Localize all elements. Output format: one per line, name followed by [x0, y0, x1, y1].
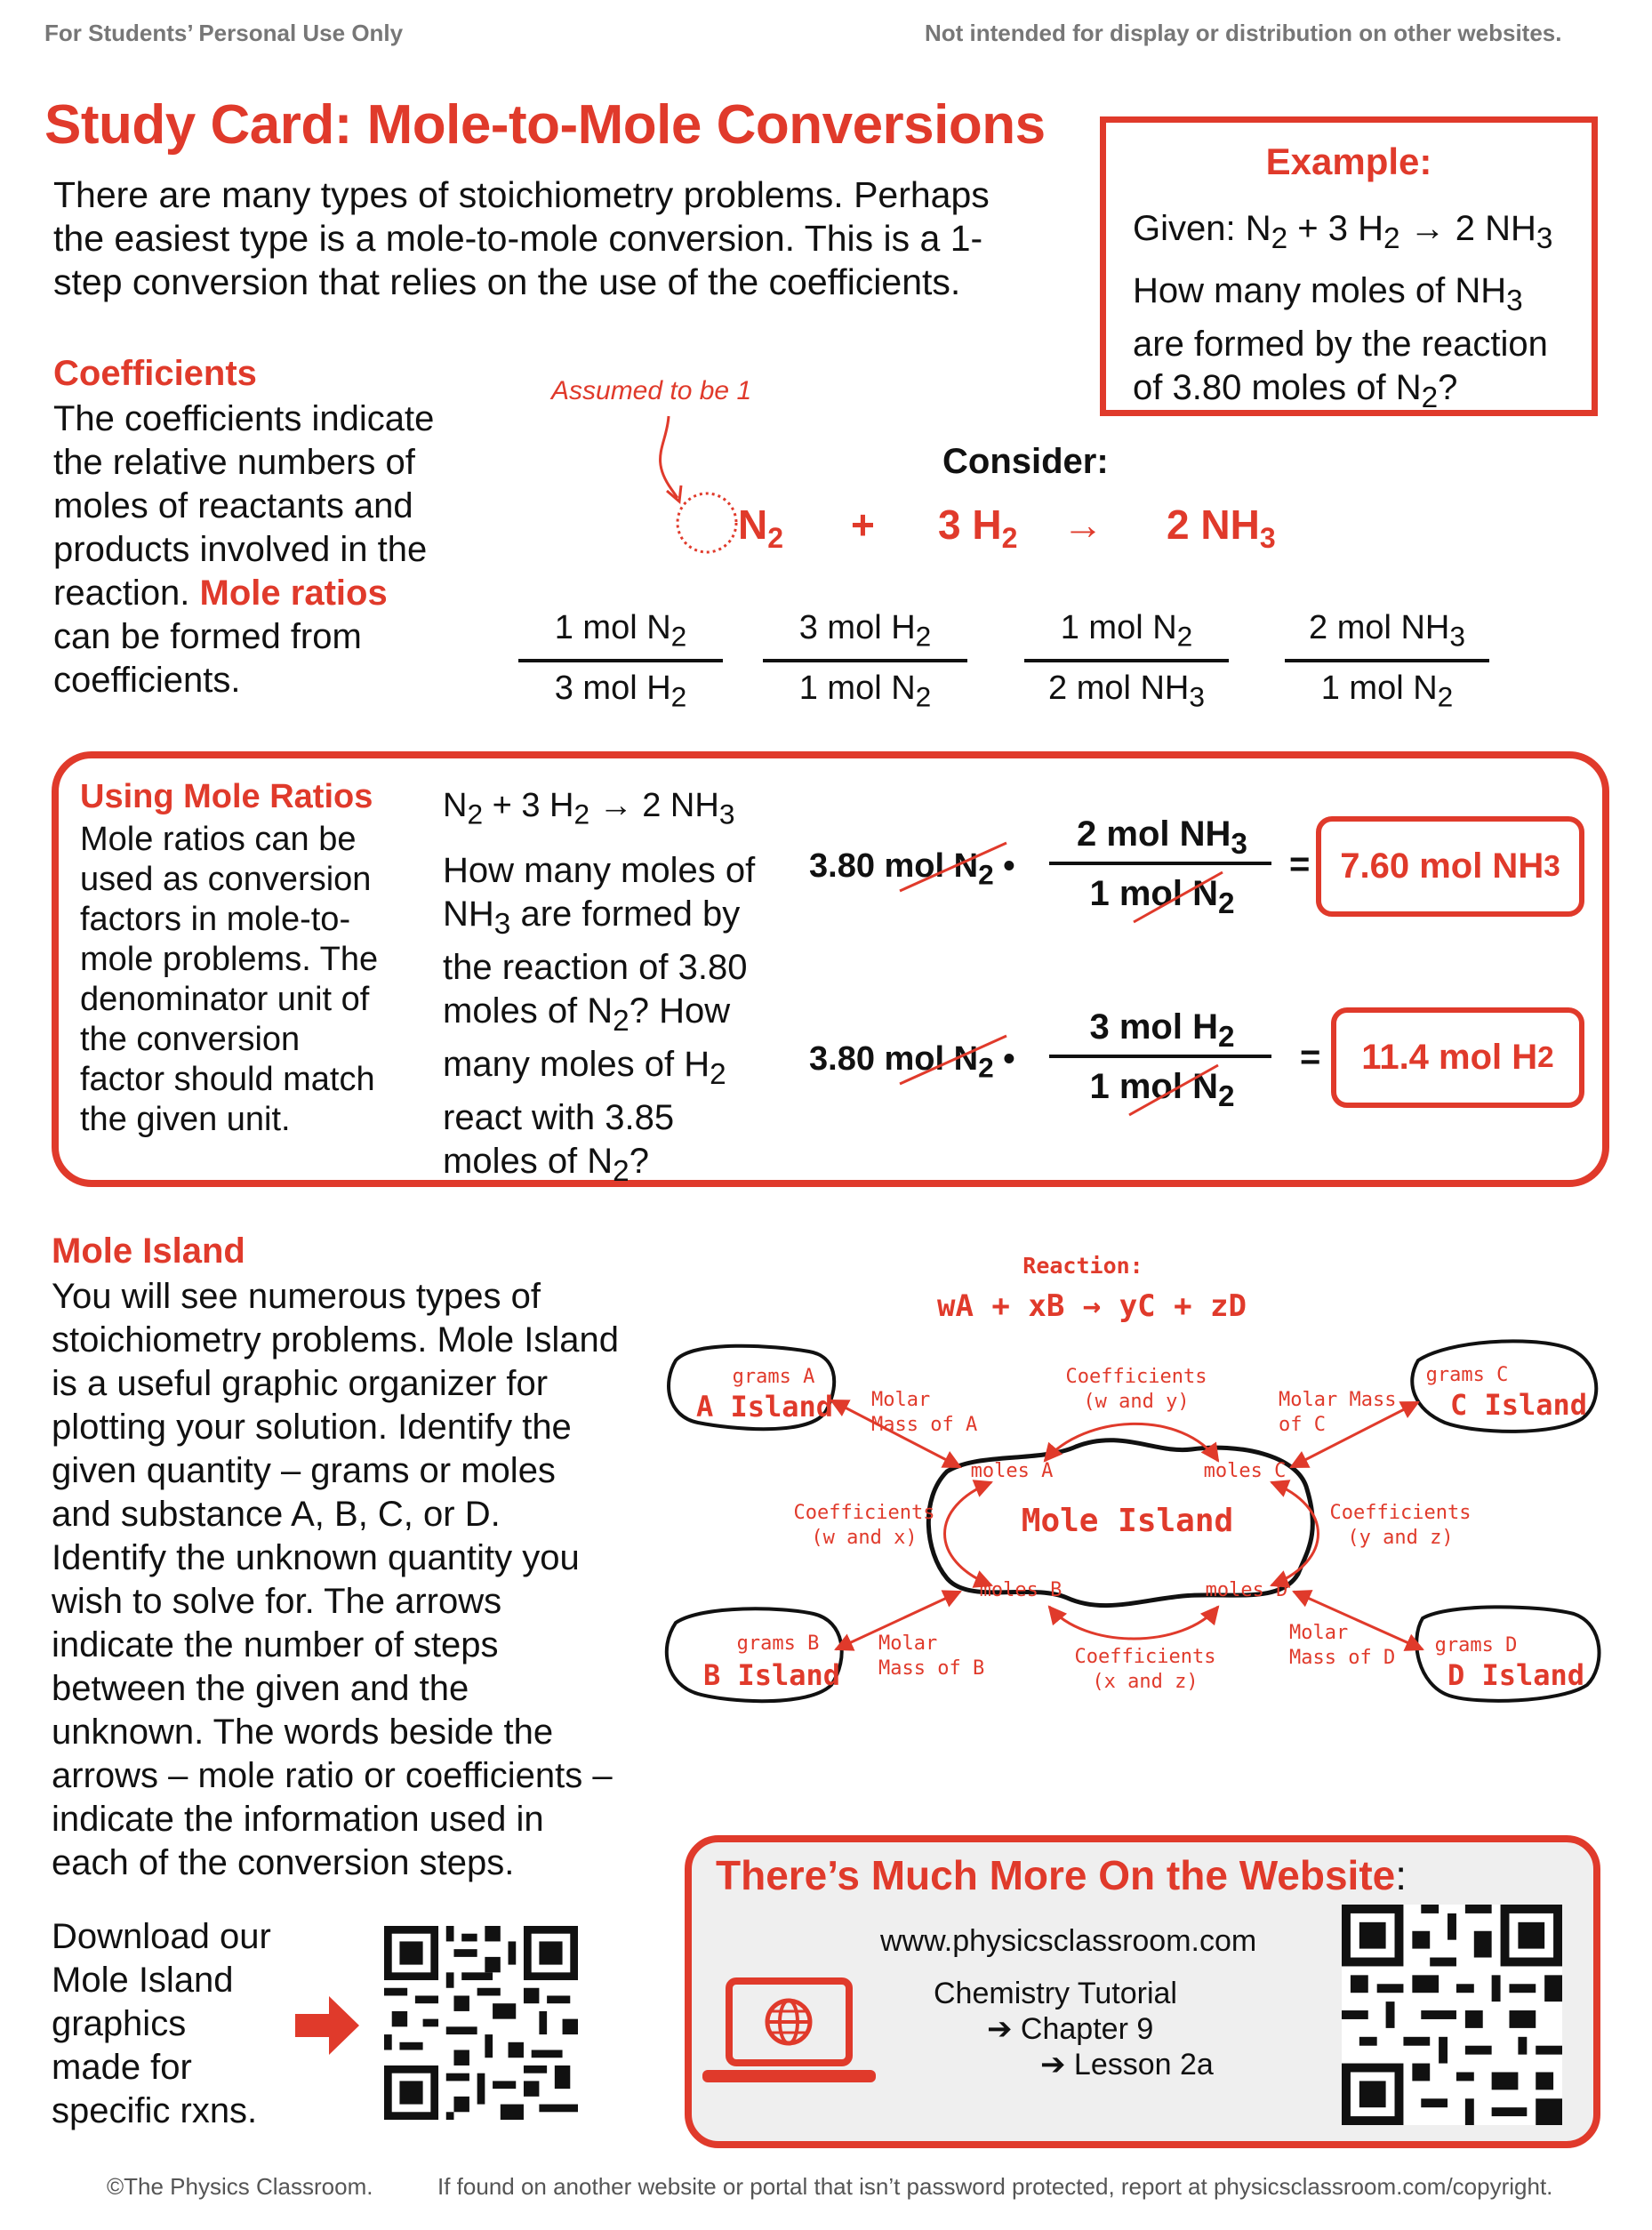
path-line: ➔ Chapter 9: [987, 2012, 1154, 2046]
q-line: many moles of H: [443, 1045, 710, 1084]
intro-line: the easiest type is a mole-to-mole conversion. This is a 1-: [53, 218, 983, 259]
molar-c-2: of C: [1279, 1414, 1326, 1436]
mi-line: and substance A, B, C, or D.: [52, 1495, 501, 1534]
mi-line: indicate the information used in: [52, 1800, 544, 1839]
assumed-arrow-icon: [622, 409, 738, 569]
mi-line: each of the conversion steps.: [52, 1843, 515, 1882]
sub: 2: [767, 522, 784, 555]
strike-icon: [1125, 1060, 1223, 1122]
assumed-note: Assumed to be 1: [551, 376, 752, 405]
ratio-den: 3 mol H: [554, 669, 671, 707]
using-ratios-heading: Using Mole Ratios: [80, 778, 373, 815]
mi-line: is a useful graphic organizer for: [52, 1364, 549, 1403]
sub: 2: [1176, 620, 1193, 653]
colon: :: [1395, 1852, 1407, 1898]
mi-line: You will see numerous types of: [52, 1277, 541, 1316]
eq-text: N: [443, 787, 468, 824]
sub: 2: [613, 1155, 630, 1188]
path-line: ➔ Lesson 2a: [1040, 2048, 1214, 2082]
given-text: Given: N: [1133, 209, 1271, 248]
sub: 3: [1544, 849, 1560, 883]
ur-equation: [443, 787, 734, 831]
coef-top-2: (w and y): [1083, 1391, 1190, 1413]
answer: 7.60 mol NH: [1340, 846, 1544, 886]
sub: 2: [1421, 381, 1439, 414]
given-text: → 2 NH: [1399, 209, 1536, 248]
coef-right-1: Coefficients: [1329, 1502, 1472, 1524]
eq-text: → 2 NH: [589, 787, 719, 824]
strike-icon: [889, 1029, 1014, 1091]
coef-line: can be formed from: [53, 617, 362, 656]
molar-d-1: Molar: [1289, 1622, 1349, 1644]
q-line: NH: [443, 894, 494, 934]
grams-a: grams A: [732, 1366, 815, 1388]
ratio-den: 2 mol NH: [1048, 669, 1190, 707]
molar-c-1: Molar Mass: [1279, 1389, 1397, 1411]
answer: 11.4 mol H: [1361, 1038, 1538, 1077]
sub: 3: [493, 908, 511, 941]
dl-line: Download our: [52, 1917, 271, 1956]
mi-line: stoichiometry problems. Mole Island: [52, 1320, 620, 1360]
moles-c: moles C: [1203, 1460, 1287, 1482]
ratio-num: 1 mol N: [554, 609, 671, 646]
sub: 2: [670, 620, 687, 653]
eq-arrow: →: [1063, 501, 1103, 548]
sub: 3: [1506, 285, 1523, 317]
ur-line: Mole ratios can be: [80, 821, 357, 858]
q-line: moles of N: [443, 1142, 613, 1181]
d-island-label: D Island: [1447, 1658, 1585, 1692]
ratio-num: 1 mol N: [1060, 609, 1177, 646]
eq-h2: [938, 501, 1017, 555]
intro-text: [53, 173, 990, 304]
coef-left-2: (w and x): [811, 1527, 918, 1549]
ratio-fraction: [763, 609, 967, 713]
mi-line: given quantity – grams or moles: [52, 1451, 556, 1490]
right-arrow-icon: [295, 1996, 359, 2055]
ratio-fraction: [1285, 609, 1489, 713]
using-ratios-text: [80, 820, 378, 1140]
fraction-bar: [1049, 1055, 1271, 1058]
coef-bottom-2: (x and z): [1092, 1671, 1199, 1693]
ratio-num: 3 mol H: [798, 609, 916, 646]
coefficients-text: [53, 397, 434, 702]
reaction-equation: wA + xB → yC + zD: [937, 1288, 1247, 1324]
sub: 3: [1189, 680, 1205, 713]
sub: 2: [1383, 222, 1400, 255]
ratio-den: 1 mol N: [798, 669, 916, 707]
mi-line: between the given and the: [52, 1669, 469, 1708]
q-text: are formed by the reaction: [1133, 325, 1548, 364]
eq-nh3: [1167, 501, 1276, 555]
sub: 2: [670, 680, 687, 713]
q-line: are formed by: [510, 894, 741, 934]
ur-line: denominator unit of: [80, 981, 370, 1018]
den: 1 mol N: [1089, 1067, 1218, 1106]
strike-icon: [889, 836, 1014, 898]
website-path: [934, 1976, 1214, 2082]
eq-text: 2 NH: [1167, 501, 1260, 548]
website-heading: [716, 1851, 1407, 1899]
coef-line: coefficients.: [53, 661, 241, 700]
dl-line: specific rxns.: [52, 2091, 258, 2130]
dot: •: [1003, 847, 1015, 885]
mole-island-text: [52, 1275, 619, 1885]
grams-d: grams D: [1434, 1634, 1518, 1656]
eq-text: N: [738, 501, 768, 548]
laptop-globe-icon: [702, 1976, 880, 2091]
mi-line: indicate the number of steps: [52, 1625, 499, 1664]
sub: 3: [718, 798, 735, 830]
calc2-num: [1060, 1007, 1264, 1055]
coef-bottom-1: Coefficients: [1074, 1646, 1216, 1668]
mole-island-diagram: [658, 1240, 1618, 1738]
ratio-num: 2 mol NH: [1309, 609, 1450, 646]
fraction-bar: [1049, 862, 1271, 865]
dot: •: [1003, 1040, 1015, 1078]
q-line: ?: [629, 1142, 649, 1181]
intro-line: There are many types of stoichiometry problems. Perhaps: [53, 174, 990, 215]
ratio-den: 1 mol N: [1320, 669, 1438, 707]
strike-icon: [1129, 867, 1227, 929]
arrow-bottom: [1049, 1607, 1218, 1639]
ur-line: used as conversion: [80, 861, 372, 898]
ur-question: [443, 849, 755, 1193]
sub: 2: [467, 798, 484, 830]
header-left: For Students’ Personal Use Only: [44, 20, 404, 46]
q-text: How many moles of NH: [1133, 271, 1507, 310]
example-question: [1133, 269, 1548, 420]
arrow-left: [945, 1482, 992, 1585]
q-text: ?: [1438, 368, 1458, 407]
coef-top-1: Coefficients: [1065, 1366, 1207, 1388]
c-island-label: C Island: [1449, 1388, 1588, 1422]
sub: 3: [1259, 522, 1276, 555]
mi-line: arrows – mole ratio or coefficients –: [52, 1756, 613, 1795]
molar-b-2: Mass of B: [878, 1657, 985, 1680]
qr-code-icon[interactable]: [384, 1926, 578, 2120]
reaction-label: Reaction:: [1022, 1253, 1143, 1279]
answer-box-nh3: [1316, 816, 1584, 917]
coef-line: The coefficients indicate: [53, 399, 435, 438]
answer-box-h2: [1331, 1007, 1584, 1108]
coefficients-heading: Coefficients: [53, 354, 257, 393]
ur-line: the given unit.: [80, 1101, 291, 1138]
moles-b: moles B: [979, 1579, 1063, 1601]
ur-line: factors in mole-to-: [80, 901, 351, 938]
moles-d: moles D: [1205, 1579, 1288, 1601]
mole-ratios-highlight: Mole ratios: [199, 574, 388, 613]
download-text: [52, 1915, 271, 2133]
q-line: the reaction of 3.80: [443, 948, 748, 987]
intro-line: step conversion that relies on the use of the coefficients.: [53, 261, 961, 302]
example-title: Example:: [1265, 140, 1432, 182]
website-url[interactable]: www.physicsclassroom.com: [880, 1924, 1257, 1958]
website-qr-code-icon[interactable]: [1341, 1905, 1563, 2125]
q-text: of 3.80 moles of N: [1133, 368, 1422, 407]
mole-island-heading: Mole Island: [52, 1231, 245, 1271]
sub: 2: [1217, 887, 1235, 920]
sub: 2: [915, 620, 932, 653]
molar-a-1: Molar: [871, 1389, 931, 1411]
example-box: [1100, 116, 1598, 416]
coef-line: products involved in the: [53, 530, 428, 569]
molar-a-2: Mass of A: [871, 1414, 978, 1436]
given: 3.80 mol N: [809, 1040, 979, 1078]
dl-line: made for: [52, 2048, 192, 2087]
sub: 2: [1217, 1080, 1235, 1113]
page-title: Study Card: Mole-to-Mole Conversions: [44, 94, 1046, 156]
grams-b: grams B: [736, 1632, 820, 1655]
mole-island-label: Mole Island: [1021, 1503, 1234, 1539]
mi-line: unknown. The words beside the: [52, 1713, 554, 1752]
consider-label: Consider:: [942, 442, 1109, 481]
coef-line: reaction.: [53, 574, 200, 613]
eq-text: + 3 H: [483, 787, 574, 824]
coef-line: moles of reactants and: [53, 486, 413, 525]
sub: 2: [1001, 522, 1018, 555]
coef-line: the relative numbers of: [53, 443, 415, 482]
sub: 2: [915, 680, 932, 713]
ratio-fraction: [1024, 609, 1229, 713]
ur-line: mole problems. The: [80, 941, 379, 978]
eq-text: 3 H: [938, 501, 1002, 548]
molar-d-2: Mass of D: [1289, 1647, 1396, 1669]
sub: 2: [1537, 1040, 1554, 1074]
sub: 3: [1231, 828, 1247, 861]
mi-line: Identify the unknown quantity you: [52, 1538, 580, 1577]
equals: =: [1289, 845, 1311, 884]
mi-line: plotting your solution. Identify the: [52, 1408, 572, 1447]
sub: 2: [710, 1058, 726, 1091]
ur-line: factor should match: [80, 1061, 375, 1098]
moles-a: moles A: [970, 1460, 1054, 1482]
q-line: react with 3.85: [443, 1098, 675, 1137]
mi-line: wish to solve for. The arrows: [52, 1582, 502, 1621]
q-line: ? How: [629, 991, 731, 1031]
dl-line: graphics: [52, 2004, 187, 2043]
eq-n2: [738, 501, 783, 555]
ratio-fraction: [518, 609, 723, 713]
grams-c: grams C: [1425, 1364, 1509, 1386]
coef-right-2: (y and z): [1347, 1527, 1454, 1549]
path-line: Chemistry Tutorial: [934, 1977, 1177, 2010]
given: 3.80 mol N: [809, 847, 979, 885]
sub: 3: [1449, 620, 1465, 653]
a-island-label: A Island: [695, 1390, 834, 1424]
dl-line: Mole Island: [52, 1961, 234, 2000]
ur-line: the conversion: [80, 1021, 301, 1058]
coef-left-1: Coefficients: [793, 1502, 935, 1524]
example-given: [1133, 207, 1552, 261]
num: 3 mol H: [1089, 1007, 1218, 1047]
den: 1 mol N: [1089, 874, 1218, 913]
given-text: + 3 H: [1287, 209, 1383, 248]
sub: 2: [1271, 222, 1288, 255]
q-line: How many moles of: [443, 851, 756, 890]
sub: 3: [1536, 222, 1553, 255]
q-line: moles of N: [443, 991, 613, 1031]
sub: 2: [1437, 680, 1454, 713]
equals: =: [1300, 1038, 1321, 1077]
num: 2 mol NH: [1077, 814, 1231, 854]
b-island-label: B Island: [702, 1658, 841, 1692]
footer-left: ©The Physics Classroom.: [107, 2173, 373, 2200]
sub: 2: [978, 1051, 994, 1084]
sub: 2: [573, 798, 590, 830]
footer-right: If found on another website or portal that isn’t password protected, report at physicsclassroom.com/copyright.: [437, 2173, 1553, 2200]
website-heading-text: There’s Much More On the Website: [716, 1852, 1396, 1898]
eq-plus: +: [851, 501, 875, 548]
sub: 2: [1217, 1021, 1235, 1054]
header-right: Not intended for display or distribution on other websites.: [925, 20, 1562, 46]
molar-b-1: Molar: [878, 1632, 938, 1655]
calc1-num: [1060, 814, 1264, 862]
sub: 2: [613, 1005, 630, 1038]
sub: 2: [978, 858, 994, 891]
